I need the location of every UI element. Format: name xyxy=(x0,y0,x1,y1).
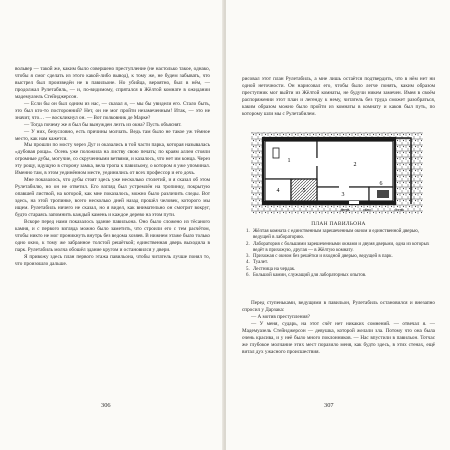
room-label: 5 xyxy=(302,188,306,194)
legend-item: 1. Жёлтая комната с единственным зарешеченным окном и единственной дверью, ведущей в лабораторию. xyxy=(246,229,420,241)
legend-item: 4. Туалет. xyxy=(246,260,268,266)
left-page xyxy=(0,0,224,450)
legend-item: 6. Большой камин, служащий для лабораторных опытов. xyxy=(246,273,367,279)
plan-legend xyxy=(246,229,433,279)
left-page-text xyxy=(15,66,210,268)
legend-item: 2. Лаборатория с большими зарешеченными окнами и двумя дверьми, одна из которых ведёт в прихожую, другая — в Жёлтую комнату. xyxy=(246,241,430,253)
paragraph: Вскоре перед нами показалось здание павильона. Оно было сложено из тёсаного камня, и с первого взгляда можно было заметить, что строили его с тем расчётом, чтобы никто не мог проникнуть внутрь без ведома хозяев. В нижнем этаже было только одно окно, к тому же забранное толстой решёткой; единственная дверь выходила в парк. Рулетабиль молча обошёл здание кругом и остановился у двери. xyxy=(15,218,210,253)
door-label: дверь xyxy=(340,207,350,212)
paragraph: Перед ступеньками, ведущими в павильон, Рулетабиль остановился и внезапно спросил у Дарзака: xyxy=(242,300,435,313)
room-label: 2 xyxy=(353,162,357,168)
room-label: 1 xyxy=(287,158,291,164)
paragraph: — У меня, сударь, на этот счёт нет никаких сомнений. — отвечал я. — Мадемуазель Стейнджерсон — девушка, которой желали зла. Потому что она была очень красива, и у неё было много поклонников. — Нас впустили в павильон. Тотчас же глубокое молчание этих мест поразило меня, как будто здесь, в этих стенах, ещё витал дух ужасного происшествия. xyxy=(242,320,435,355)
legend-item: 3. Прихожая с окном без решётки и входной дверью, ведущей в парк. xyxy=(246,254,393,260)
paragraph: — Тогда почему же я был бы вынужден лезть из окна? Пусть объяснят. xyxy=(24,121,182,128)
room-label: 4 xyxy=(276,188,280,194)
paragraph: — А мотив преступления? xyxy=(251,313,310,320)
room-label: 3 xyxy=(341,192,345,198)
pavilion-floor-plan xyxy=(249,130,425,216)
right-page xyxy=(226,0,450,450)
room-label: 6 xyxy=(379,181,383,187)
window-label: окно xyxy=(362,207,372,212)
paragraph: Я привожу здесь план первого этажа павильона, чтобы читатель лучше понял то, что произошло дальше. xyxy=(15,253,210,267)
paragraph: Мне показалось, что дубы стоят здесь уже несколько столетий, и я сказал об этом Рулетабилю, но он не ответил. Его взгляд был устремлён на тропинку, покрытую опавшей листвой, на которой, как мне показалось, можно было различить следы. Вот здесь, на этой тропинке, всего несколько дней назад прошёл человек, которого мы ищем. Рулетабиль ничего не сказал, но я видел, как внимательно он смотрит вокруг, будто стараясь запомнить каждый камень и каждое дерево на этом пути. xyxy=(15,177,210,219)
floor-plan-drawing xyxy=(249,130,425,216)
legend-item: 5. Лестница на чердак. xyxy=(246,266,296,272)
room-1-yellow-room xyxy=(265,141,317,179)
paragraph: вольвер — такой же, каким было совершено преступление (не настолько такое, однако, чтобы я смог сделать из этого какой-либо вывод), к тому же, не будем забывать, что выстрел был произведён не в павильоне. Но убийца, вероятно, был в нём, — продолжал Рулетабиль, — и, по-видимому, спрятался в Жёлтой комнате в ожидании мадемуазель Стейнджерсон. xyxy=(15,66,210,100)
paragraph: Мы прошли по мосту через Дуг и оказались в той части парка, которая называлась «дубовая роща». Осень уже положила на листву свою печать; по краям аллеи стояли огромные дубы, могучие, со скрученными ветвями, и казалось, что нет им конца. Через эту рощу, идущую в сторону замка, вела тропа к павильону, о котором я уже упоминал. Именно там, в этом уединённом месте, уединились от всех профессор и его дочь. xyxy=(15,142,210,177)
wall-label: стена xyxy=(394,207,404,212)
page-number: 307 xyxy=(324,402,334,409)
right-page-text-bottom xyxy=(242,300,435,356)
plan-title: ПЛАН ПАВИЛЬОНА xyxy=(311,221,366,227)
paragraph: — У них, безусловно, есть причины молчать. Ведь там было не такое уж тёмное место, как нам кажется. xyxy=(15,128,210,142)
paragraph: рисовал этот план Рулетабиль, а мне лишь остаётся подтвердить, что в нём нет ни одной неточности. Он нарисовал его, чтобы было легче понять, каким образом преступник мог выйти из Жёлтой комнаты, не будучи никем замечен. Имея в своём распоряжении этот план и легенду к нему, читатель без труда сможет разобраться, каким образом можно было пройти из комнаты в комнату и каков был путь, по которому шли мы с Рулетабилем. xyxy=(242,76,435,117)
paragraph: — Если бы он был одним из нас, — сказал я, — мы бы увидели его. Стало быть, это был кто-то посторонний? Нет, он не мог пройти незамеченным! Итак, — это не значит, что… — воскликнул он. — Вот полковник де Марке? xyxy=(15,100,210,121)
right-page-text-top xyxy=(242,76,435,118)
page-number: 306 xyxy=(101,402,111,409)
